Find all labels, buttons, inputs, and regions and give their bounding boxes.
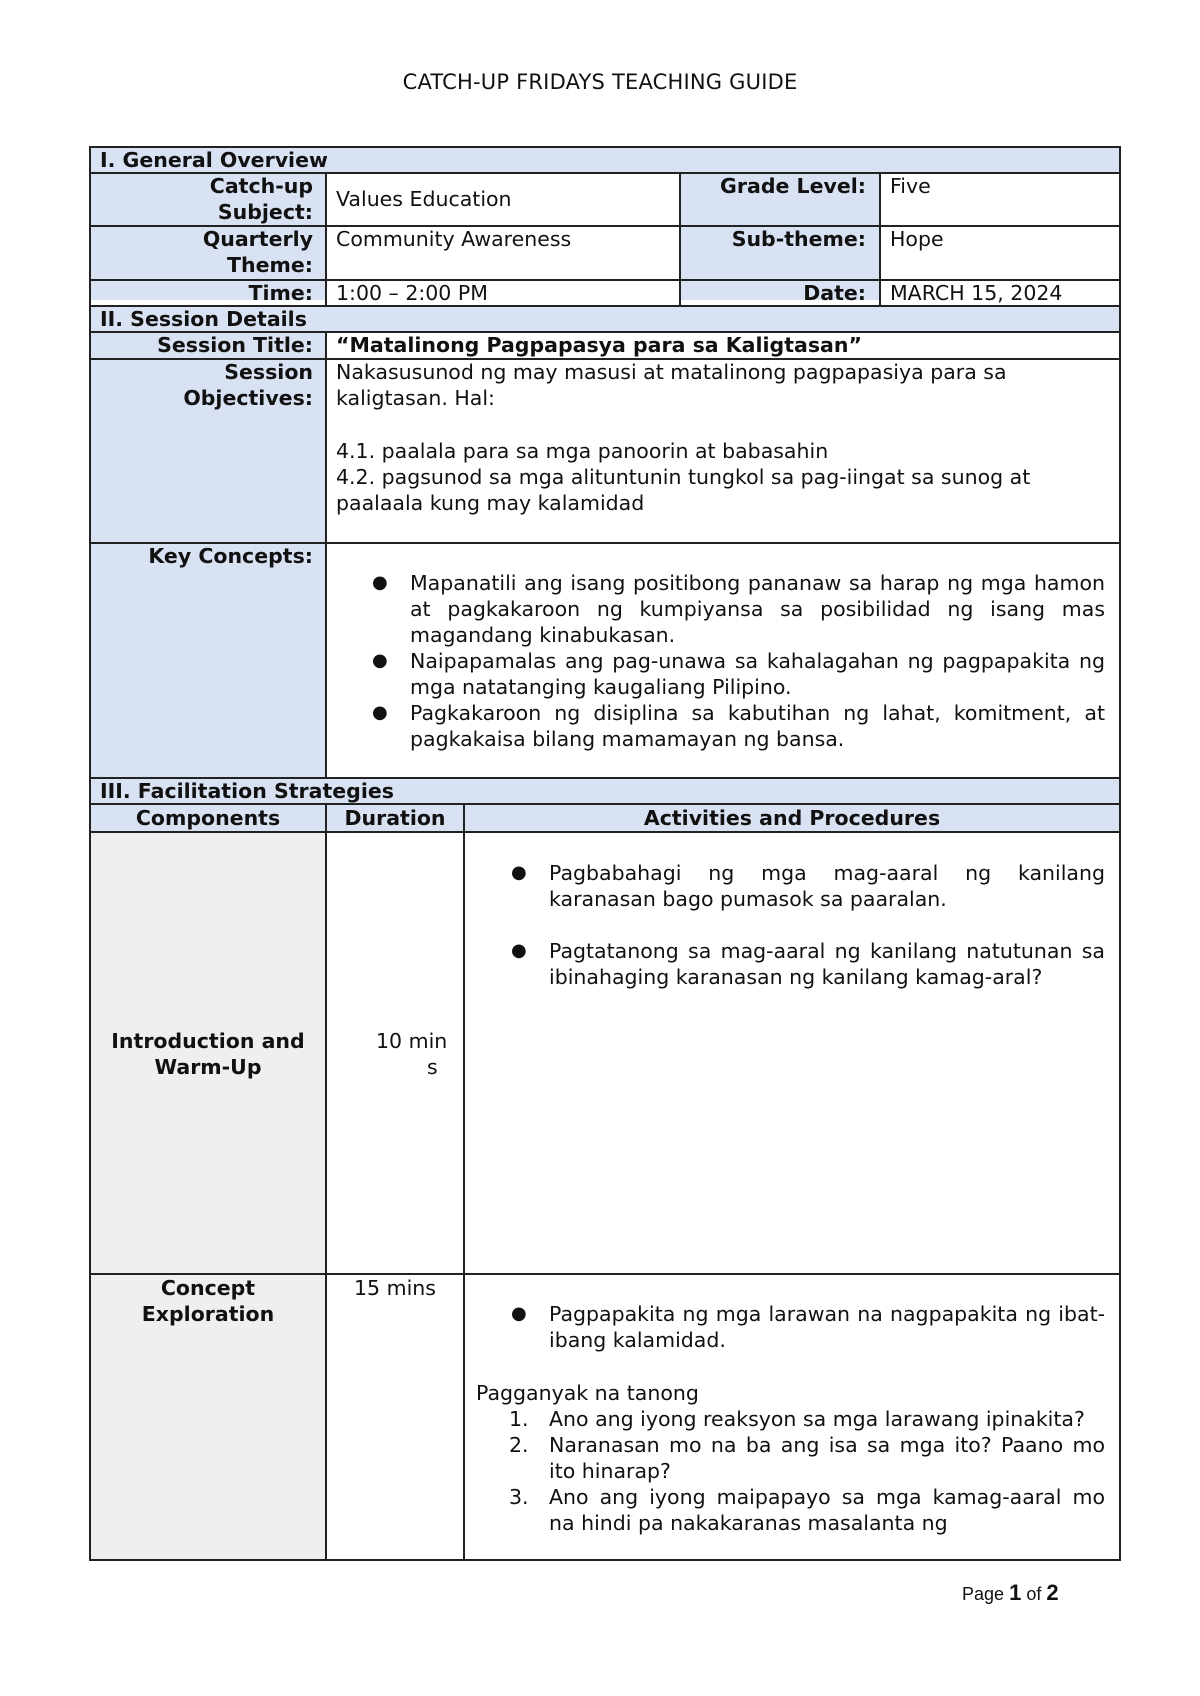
list-item [509, 1484, 1105, 1536]
page-current: 1 [1009, 1580, 1022, 1605]
bullet-icon: ● [372, 650, 388, 671]
question-text: Ano ang iyong maipapayo sa mga kamag-aaral mo na hindi pa nakakaranas masalanta ng [549, 1485, 1105, 1535]
time-label: Time: [248, 281, 313, 305]
bullet-icon: ● [372, 702, 388, 723]
intro-component-2: Warm-Up [154, 1055, 262, 1079]
activity-text: Pagbabahagi ng mga mag-aaral ng kanilang karanasan bago pumasok sa paaralan. [549, 861, 1105, 911]
activity-text: Pagpapakita ng mga larawan na nagpapakita ng ibat-ibang kalamidad. [549, 1302, 1105, 1352]
objective-item-2b: paalaala kung may kalamidad [336, 491, 645, 515]
section3-heading: III. Facilitation Strategies [100, 779, 394, 803]
concept-duration: 15 mins [354, 1276, 436, 1300]
intro-component-1: Introduction and [111, 1029, 305, 1053]
objectives-label-2: Objectives: [183, 386, 313, 410]
subject-label-1: Catch-up [209, 174, 313, 198]
subtheme-value: Hope [890, 227, 944, 251]
key-concepts-list [372, 570, 1105, 752]
objectives-text-1: Nakasusunod ng may masusi at matalinong pagpapasiya para sa [336, 360, 1007, 384]
activity-text: Pagtatanong sa mag-aaral ng kanilang natutunan sa ibinahaging karanasan ng kanilang kamag-aral? [549, 939, 1105, 989]
section2-heading: II. Session Details [100, 307, 307, 331]
prompt-heading: Pagganyak na tanong [476, 1381, 699, 1405]
intro-duration-1: 10 min [376, 1029, 448, 1053]
grade-value: Five [890, 174, 931, 198]
rule [325, 804, 327, 1560]
page-word: Page [962, 1584, 1005, 1604]
concept-activities-list [511, 1301, 1105, 1353]
date-label: Date: [803, 281, 866, 305]
subtheme-label: Sub-theme: [731, 227, 866, 251]
rule [325, 172, 327, 306]
theme-label-2: Theme: [227, 253, 313, 277]
session-title-label: Session Title: [157, 333, 313, 357]
list-item [509, 1406, 1105, 1432]
rule [89, 146, 91, 1561]
subject-label-2: Subject: [217, 200, 313, 224]
question-text: Ano ang iyong reaksyon sa mga larawang ipinakita? [549, 1407, 1085, 1431]
list-item [511, 860, 1105, 912]
grade-label: Grade Level: [720, 174, 866, 198]
key-concept-text: Pagkakaroon ng disiplina sa kabutihan ng lahat, komitment, at pagkakaisa bilang mamamayan ng bansa. [410, 701, 1105, 751]
list-item [511, 1301, 1105, 1353]
theme-value: Community Awareness [336, 227, 572, 251]
concept-component-1: Concept [160, 1276, 256, 1300]
intro-activities-list [511, 860, 1105, 990]
date-value: MARCH 15, 2024 [890, 281, 1063, 305]
bullet-icon: ● [511, 862, 527, 883]
concept-component-2: Exploration [141, 1302, 275, 1326]
session-title-value: “Matalinong Pagpapasya para sa Kaligtasan” [336, 333, 862, 357]
document-title: CATCH-UP FRIDAYS TEACHING GUIDE [402, 70, 798, 94]
objective-item-1: 4.1. paalala para sa mga panoorin at babasahin [336, 439, 829, 463]
column-header-duration: Duration [344, 806, 446, 830]
list-item [372, 648, 1105, 700]
intro-duration-2: s [427, 1055, 438, 1079]
list-item [511, 938, 1105, 990]
rule [1119, 146, 1121, 1561]
section1-heading: I. General Overview [100, 148, 328, 172]
key-concepts-label: Key Concepts: [148, 544, 313, 568]
question-number: 3. [509, 1485, 529, 1509]
theme-label-1: Quarterly [202, 227, 313, 251]
key-concept-text: Naipapamalas ang pag-unawa sa kahalagahan ng pagpapakita ng mga natatanging kaugaliang Pilipino. [410, 649, 1105, 699]
bullet-icon: ● [511, 1303, 527, 1324]
prompt-questions-list [509, 1406, 1105, 1536]
list-item [372, 570, 1105, 648]
column-header-components: Components [135, 806, 281, 830]
page-number [962, 1580, 1059, 1606]
question-number: 2. [509, 1433, 529, 1457]
objectives-label-1: Session [224, 360, 313, 384]
question-text: Naranasan mo na ba ang isa sa mga ito? Paano mo ito hinarap? [549, 1433, 1105, 1483]
rule [679, 172, 681, 306]
list-item [509, 1432, 1105, 1484]
time-value: 1:00 – 2:00 PM [336, 281, 488, 305]
of-word: of [1026, 1584, 1042, 1604]
component-fill [90, 832, 326, 1560]
page-total: 2 [1046, 1580, 1059, 1605]
rule [879, 172, 881, 306]
list-item [372, 700, 1105, 752]
rule [463, 804, 465, 1560]
key-concept-text: Mapanatili ang isang positibong pananaw sa harap ng mga hamon at pagkakaroon ng kumpiyansa sa posibilidad ng isang mas magandang kinabukasan. [410, 571, 1105, 647]
rule [325, 332, 327, 778]
bullet-icon: ● [511, 940, 527, 961]
bullet-icon: ● [372, 572, 388, 593]
subject-value: Values Education [336, 187, 512, 211]
rule [89, 1559, 1121, 1561]
objective-item-2a: 4.2. pagsunod sa mga alituntunin tungkol sa pag-iingat sa sunog at [336, 465, 1031, 489]
column-header-activities: Activities and Procedures [643, 806, 941, 830]
rule [89, 831, 1121, 833]
question-number: 1. [509, 1407, 529, 1431]
objectives-text-2: kaligtasan. Hal: [336, 386, 495, 410]
